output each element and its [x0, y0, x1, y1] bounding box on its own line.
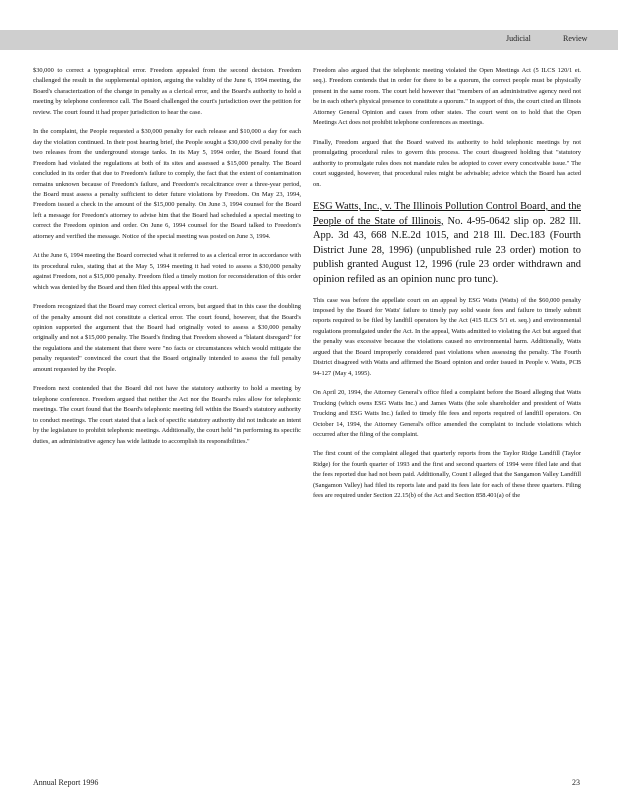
paragraph: The first count of the complaint alleged that quarterly reports from the Taylor Ridge Landfill (Taylor Ridge) for the fourth quarter of 1993 and the first and second quarters of 1994 were filed late and that the fees reported due had not been paid. Additionally, Count I alleged that the Sangamon Valley Landfill (Sangamon Valley) had filed its reports late and paid its fees late for each of these three quarters. Filing fees are required under Section 22.15(b) of the Act and Section 858.401(a) of the — [313, 450, 581, 500]
paragraph: On April 20, 1994, the Attorney General's office filed a complaint before the Board alleging that Watts Trucking (which owns ESG Watts Inc.) and James Watts (the sole shareholder and president of Watts Trucking and ESG Watts Inc.) failed to timely file fees and reports required of landfill operators. On October 14, 1994, the Attorney General's office amended the complaint to include violations which occurred after the filing of the complaint. — [313, 389, 581, 438]
left-column — [33, 66, 301, 456]
case-heading-citation: No. 4-95-0642 slip op. 282 Ill. App. 3d 43, 668 N.E.2d 1015, and 218 Ill. Dec.183 (Fourth District June 28, 1996) (unpublished rule 23 order) motion to publish granted August 12, 1996 (rule 23 order withdrawn and opinion refiled as an opinion nunc pro tunc). — [313, 215, 582, 285]
paragraph: Freedom recognized that the Board may correct clerical errors, but argued that in this case the doubling of the penalty amount did not constitute a clerical error. The court found, however, that the Board's opinion supported the argument that the Board had originally voted to assess a $30,000 penalty originally and not a $15,000 penalty. The Board's finding that Freedom showed a "blatant disregard" for the regulations and the statement that there were "no facts or circumstances which would mitigate the penalty requested" convinced the court that the Board originally intended to assess the full penalty amount requested by the People. — [33, 303, 301, 373]
paragraph: Freedom next contended that the Board did not have the statutory authority to hold a meeting by telephone conference. Freedom argued that neither the Act nor the Board's rules allow for telephonic meetings. The court found that the Board's telephonic meeting fell within the Board's statutory authority to conduct meetings. The court stated that a lack of specific statutory authority did not indicate an intent by the legislature to prohibit telephonic meetings. Additionally, the court held "in performing its specific duties, an administrative agency has wide latitude to accomplish its responsibilities." — [33, 385, 301, 445]
paragraph: Finally, Freedom argued that the Board waived its authority to hold telephonic meetings by not promulgating procedural rules to govern this process. The court disagreed holding that "statutory authority to promulgate rules does not mandate rules be adopted to cover every conceivable issue." The court suggested, however, that procedural rules might be advisable; advice which the Board has acted on. — [313, 138, 581, 188]
footer-publication: Annual Report 1996 — [33, 778, 99, 787]
paragraph: Freedom also argued that the telephonic meeting violated the Open Meetings Act (5 ILCS 120/1 et. seq.). Freedom contends that in order for there to be a quorum, the correct people must be physically present in the same room. The court held however that "members of an administrative agency need not be in each other's physical presence to constitute a quorum." In support of this, the court cited an Illinois Attorney General Opinion and cases from other states. The court went on to hold that the Open Meetings Act does not prohibit telephone conferences as meetings. — [313, 67, 581, 127]
paragraph: In the complaint, the People requested a $30,000 penalty for each release and $10,000 a day for each day the violation continued. In their post hearing brief, the People sought a $30,000 civil penalty for the two releases from the underground storage tanks. In its May 5, 1994 order, the Board found that Freedom had violated the regulations at both of its sites and assessed a $15,000 penalty. The Board concluded in its order that due to Freedom's failure to comply, the fact that the extent of contamination remains unknown because of Freedom's failure, and Freedom's recalcitrance over a three-year period, the Board must assess a penalty sufficient to deter future violations by Freedom. On May 23, 1994, Freedom issued a check in the amount of the $15,000 penalty. On June 3, 1994 counsel for the Board left a message for Freedom's attorney to advise him that the Board had scheduled a special meeting to correct the Freedom opinion and order. On June 6, 1994 counsel for the Board talked to Freedom's attorney and verified the message. Notice of the special meeting was posted on June 3, 1994. — [33, 128, 301, 240]
header-sub: Review — [563, 34, 588, 43]
page-number: 23 — [572, 778, 580, 787]
header-section: Judicial — [506, 34, 531, 43]
paragraph: This case was before the appellate court on an appeal by ESG Watts (Watts) of the $60,000 penalty imposed by the Board for Watts' failure to timely pay solid waste fees and failure to timely submit reports required to be filed by landfill operators by the Act (415 ILCS 5/1 et. seq.) and environmental regulations promulgated under the Act. In the appeal, Watts admitted to violating the Act but argued that the penalty was excessive because the violations caused no environmental harm. Additionally, Watts argued that the Board improperly considered past violations when assessing the penalty. The Fourth District disagreed with Watts and affirmed the Board opinion and order issued in People v. Watts, PCB 94-127 (May 4, 1995). — [313, 296, 581, 377]
running-header — [0, 30, 618, 50]
paragraph: At the June 6, 1994 meeting the Board corrected what it referred to as a clerical error in accordance with its procedural rules, stating that at the May 5, 1994 meeting it had voted to assess a $30,000 penalty against Freedom, not a $15,000 penalty. Freedom filed a timely motion for reconsideration of this order which was denied by the Board and then filed this appeal with the court. — [33, 252, 301, 291]
paragraph: $30,000 to correct a typographical error. Freedom appealed from the second decision. Freedom challenged the result in the supplemental opinion, arguing the validity of the June 6, 1994 meeting, the Board's characterization of the change in penalty as a clerical error, and the Board's authority to hold a meeting by telephone conference call. The Board challenged the court's jurisdiction over the petition for review. The court found it had proper jurisdiction to hear the case. — [33, 67, 301, 116]
case-heading — [313, 200, 581, 288]
case-heading-title: ESG Watts, Inc., v. The Illinois Pollution Control Board, and the People of the State of Illinois, — [313, 200, 581, 227]
right-column — [313, 66, 581, 511]
